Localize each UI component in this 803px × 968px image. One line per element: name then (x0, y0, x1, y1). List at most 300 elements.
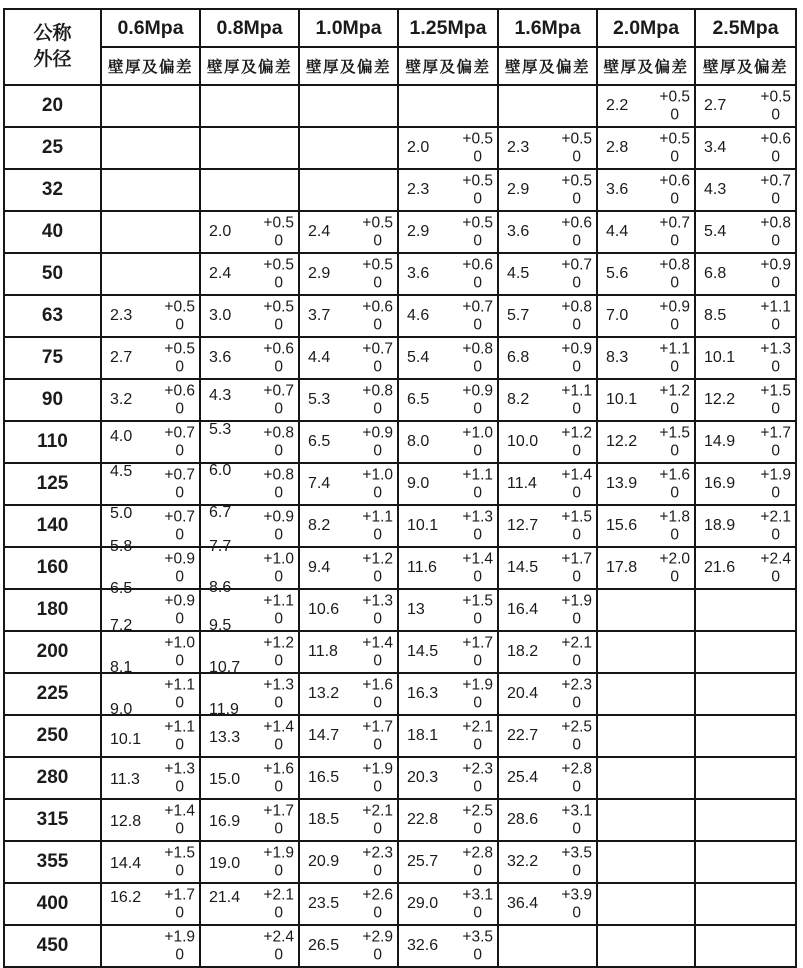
wall-thickness-value: 19.0 (209, 855, 241, 872)
table-row (4, 253, 796, 295)
tolerance-zero: 0 (373, 946, 382, 963)
tolerance-stack (561, 131, 592, 166)
thickness-cell (695, 463, 796, 505)
wall-thickness-value: 10.1 (606, 391, 638, 408)
tolerance-plus: +2.8 (462, 844, 493, 862)
tolerance-stack (561, 215, 592, 250)
tolerance-zero: 0 (175, 568, 184, 585)
wall-thickness-value: 13.9 (606, 475, 638, 492)
thickness-cell (299, 337, 398, 379)
thickness-cell (398, 127, 498, 169)
tolerance-stack (561, 635, 592, 670)
tolerance-plus: +2.4 (263, 928, 294, 946)
thickness-cell (498, 127, 597, 169)
wall-thickness-value: 16.9 (704, 475, 736, 492)
thickness-cell (200, 169, 299, 211)
tolerance-plus: +0.8 (362, 382, 393, 400)
tolerance-zero: 0 (771, 232, 780, 249)
tolerance-stack (362, 803, 393, 838)
thickness-cell (695, 421, 796, 463)
tolerance-zero: 0 (473, 652, 482, 669)
thickness-cell (101, 169, 200, 211)
thickness-cell (498, 547, 597, 589)
wall-thickness-value: 6.8 (507, 349, 530, 366)
thickness-cell (498, 463, 597, 505)
tolerance-stack (760, 383, 791, 418)
thickness-cell (498, 379, 597, 421)
tolerance-plus: +0.5 (462, 172, 493, 190)
tolerance-zero: 0 (373, 316, 382, 333)
tolerance-plus: +1.3 (164, 760, 195, 778)
tolerance-zero: 0 (473, 778, 482, 795)
wall-thickness-value: 2.0 (407, 139, 430, 156)
wall-thickness-value: 3.4 (704, 139, 727, 156)
thickness-cell (299, 421, 398, 463)
wall-thickness-tolerance-subheader: 壁厚及偏差 (695, 47, 796, 85)
thickness-cell (101, 211, 200, 253)
thickness-cell (101, 421, 200, 463)
tolerance-zero: 0 (175, 526, 184, 543)
wall-thickness-value: 14.5 (507, 559, 539, 576)
thickness-cell (398, 505, 498, 547)
tolerance-stack (362, 341, 393, 376)
wall-thickness-value: 25.4 (507, 769, 539, 786)
thickness-cell (200, 889, 299, 967)
wall-thickness-value: 2.3 (110, 307, 133, 324)
thickness-cell (597, 85, 695, 127)
thickness-cell (398, 421, 498, 463)
wall-thickness-value: 2.3 (407, 181, 430, 198)
tolerance-stack (362, 551, 393, 586)
tolerance-stack (164, 467, 195, 502)
wall-thickness-value: 3.6 (606, 181, 629, 198)
thickness-cell (695, 169, 796, 211)
tolerance-stack (462, 467, 493, 502)
tolerance-plus: +0.9 (760, 256, 791, 274)
corner-header-line1: 公称 (33, 23, 72, 44)
tolerance-zero: 0 (274, 358, 283, 375)
tolerance-stack (362, 425, 393, 460)
tolerance-zero: 0 (175, 904, 184, 921)
pressure-column-header: 1.25Mpa (398, 9, 498, 47)
thickness-cell (299, 253, 398, 295)
tolerance-plus: +1.9 (263, 844, 294, 862)
tolerance-plus: +0.6 (164, 382, 195, 400)
tolerance-plus: +3.1 (462, 886, 493, 904)
tolerance-stack (462, 173, 493, 208)
wall-thickness-value: 3.6 (507, 223, 530, 240)
tolerance-zero: 0 (670, 190, 679, 207)
wall-thickness-value: 7.7 (209, 538, 232, 555)
tolerance-stack (164, 677, 195, 712)
tolerance-plus: +2.0 (659, 550, 690, 568)
tolerance-plus: +0.8 (263, 424, 294, 442)
tolerance-plus: +3.9 (561, 886, 592, 904)
tolerance-zero: 0 (175, 694, 184, 711)
tolerance-stack (462, 425, 493, 460)
tolerance-zero: 0 (670, 568, 679, 585)
tolerance-zero: 0 (572, 148, 581, 165)
diameter-label: 110 (4, 421, 101, 463)
wall-thickness-value: 16.5 (308, 769, 340, 786)
tolerance-zero: 0 (274, 736, 283, 753)
tolerance-plus: +1.0 (263, 550, 294, 568)
tolerance-plus: +1.2 (659, 382, 690, 400)
tolerance-zero: 0 (572, 316, 581, 333)
wall-thickness-value: 3.6 (407, 265, 430, 282)
thickness-cell (498, 673, 597, 715)
tolerance-plus: +0.8 (462, 340, 493, 358)
table-row (4, 295, 796, 337)
thickness-cell (398, 337, 498, 379)
thickness-cell (498, 253, 597, 295)
tolerance-zero: 0 (473, 358, 482, 375)
thickness-cell (299, 463, 398, 505)
tolerance-zero: 0 (771, 316, 780, 333)
wall-thickness-value: 10.1 (110, 731, 142, 748)
wall-thickness-value: 10.1 (704, 349, 736, 366)
tolerance-zero: 0 (771, 400, 780, 417)
table-row (4, 211, 796, 253)
tolerance-stack (561, 509, 592, 544)
wall-thickness-tolerance-subheader: 壁厚及偏差 (498, 47, 597, 85)
thickness-cell (200, 463, 299, 505)
wall-thickness-value: 22.7 (507, 727, 539, 744)
wall-thickness-value: 7.0 (606, 307, 629, 324)
thickness-cell (695, 505, 796, 547)
tolerance-zero: 0 (274, 820, 283, 837)
tolerance-plus: +2.4 (760, 550, 791, 568)
tolerance-stack (462, 803, 493, 838)
table-row (4, 421, 796, 463)
wall-thickness-tolerance-subheader: 壁厚及偏差 (398, 47, 498, 85)
thickness-cell (597, 925, 695, 967)
thickness-cell (597, 295, 695, 337)
tolerance-zero: 0 (274, 862, 283, 879)
wall-thickness-value: 3.6 (209, 349, 232, 366)
tolerance-zero: 0 (373, 610, 382, 627)
wall-thickness-value: 13 (407, 601, 425, 618)
tolerance-plus: +0.7 (561, 256, 592, 274)
tolerance-plus: +1.2 (362, 550, 393, 568)
thickness-cell (498, 757, 597, 799)
tolerance-zero: 0 (373, 862, 382, 879)
thickness-cell (398, 547, 498, 589)
wall-thickness-value: 3.2 (110, 391, 133, 408)
tolerance-plus: +1.1 (561, 382, 592, 400)
thickness-cell (695, 211, 796, 253)
thickness-cell (498, 211, 597, 253)
wall-thickness-value: 4.5 (110, 463, 133, 480)
thickness-cell (200, 211, 299, 253)
tolerance-stack (362, 677, 393, 712)
wall-thickness-value: 22.8 (407, 811, 439, 828)
thickness-cell (299, 169, 398, 211)
tolerance-stack (659, 425, 690, 460)
thickness-cell (398, 673, 498, 715)
tolerance-plus: +0.5 (263, 298, 294, 316)
tolerance-stack (263, 929, 294, 964)
wall-thickness-value: 20.4 (507, 685, 539, 702)
tolerance-zero: 0 (670, 484, 679, 501)
tolerance-plus: +0.9 (362, 424, 393, 442)
wall-thickness-value: 4.5 (507, 265, 530, 282)
wall-thickness-value: 32.2 (507, 853, 539, 870)
diameter-label: 32 (4, 169, 101, 211)
tolerance-plus: +1.4 (164, 802, 195, 820)
tolerance-plus: +1.2 (263, 634, 294, 652)
wall-thickness-value: 6.7 (209, 504, 232, 521)
tolerance-zero: 0 (572, 778, 581, 795)
tolerance-plus: +0.7 (659, 214, 690, 232)
diameter-label: 75 (4, 337, 101, 379)
wall-thickness-value: 14.9 (704, 433, 736, 450)
diameter-label: 25 (4, 127, 101, 169)
tolerance-stack (561, 803, 592, 838)
tolerance-stack (760, 215, 791, 250)
tolerance-zero: 0 (175, 736, 184, 753)
tolerance-zero: 0 (771, 190, 780, 207)
diameter-label: 63 (4, 295, 101, 337)
wall-thickness-value: 12.8 (110, 813, 142, 830)
tolerance-plus: +0.9 (462, 382, 493, 400)
tolerance-zero: 0 (175, 316, 184, 333)
tolerance-stack (164, 635, 195, 670)
wall-thickness-value: 11.9 (209, 701, 239, 718)
thickness-cell (597, 169, 695, 211)
pressure-column-header: 1.6Mpa (498, 9, 597, 47)
tolerance-stack (263, 803, 294, 838)
wall-thickness-value: 14.7 (308, 727, 340, 744)
table-row (4, 463, 796, 505)
tolerance-stack (164, 299, 195, 334)
tolerance-zero: 0 (473, 316, 482, 333)
tolerance-zero: 0 (572, 862, 581, 879)
wall-thickness-value: 3.7 (308, 307, 331, 324)
tolerance-stack (263, 215, 294, 250)
tolerance-plus: +1.4 (462, 550, 493, 568)
tolerance-zero: 0 (274, 484, 283, 501)
thickness-cell (398, 169, 498, 211)
thickness-cell (695, 883, 796, 925)
tolerance-plus: +0.8 (263, 466, 294, 484)
tolerance-stack (462, 635, 493, 670)
tolerance-stack (462, 509, 493, 544)
tolerance-plus: +0.5 (561, 130, 592, 148)
thickness-cell (695, 589, 796, 631)
tolerance-stack (263, 719, 294, 754)
tolerance-stack (462, 761, 493, 796)
tolerance-stack (263, 635, 294, 670)
thickness-cell (299, 295, 398, 337)
pressure-column-header: 2.5Mpa (695, 9, 796, 47)
tolerance-plus: +1.1 (760, 298, 791, 316)
tolerance-zero: 0 (670, 400, 679, 417)
tolerance-stack (561, 173, 592, 208)
tolerance-plus: +1.1 (362, 508, 393, 526)
tolerance-plus: +1.8 (659, 508, 690, 526)
thickness-cell (597, 883, 695, 925)
tolerance-stack (561, 887, 592, 922)
tolerance-plus: +0.7 (164, 466, 195, 484)
tolerance-zero: 0 (572, 736, 581, 753)
tolerance-zero: 0 (473, 274, 482, 291)
wall-thickness-value: 2.9 (407, 223, 430, 240)
wall-thickness-value: 18.2 (507, 643, 539, 660)
tolerance-plus: +1.9 (362, 760, 393, 778)
tolerance-zero: 0 (373, 400, 382, 417)
pressure-column-header: 1.0Mpa (299, 9, 398, 47)
tolerance-plus: +2.1 (263, 886, 294, 904)
tolerance-plus: +0.5 (263, 256, 294, 274)
tolerance-plus: +3.5 (561, 844, 592, 862)
thickness-cell (398, 253, 498, 295)
wall-thickness-tolerance-subheader: 壁厚及偏差 (101, 47, 200, 85)
tolerance-stack (263, 425, 294, 460)
wall-thickness-value: 8.2 (507, 391, 530, 408)
tolerance-plus: +1.1 (462, 466, 493, 484)
tolerance-plus: +1.1 (659, 340, 690, 358)
wall-thickness-value: 18.5 (308, 811, 340, 828)
thickness-cell (597, 715, 695, 757)
tolerance-stack (164, 803, 195, 838)
tolerance-stack (760, 467, 791, 502)
tolerance-plus: +1.5 (164, 844, 195, 862)
thickness-cell (498, 841, 597, 883)
thickness-cell (695, 799, 796, 841)
tolerance-zero: 0 (771, 526, 780, 543)
tolerance-plus: +0.7 (362, 340, 393, 358)
tolerance-stack (164, 719, 195, 754)
wall-thickness-value: 5.0 (110, 505, 133, 522)
wall-thickness-tolerance-subheader: 壁厚及偏差 (299, 47, 398, 85)
wall-thickness-value: 12.7 (507, 517, 539, 534)
tolerance-zero: 0 (274, 652, 283, 669)
tolerance-zero: 0 (274, 274, 283, 291)
tolerance-stack (164, 551, 195, 586)
tolerance-zero: 0 (373, 694, 382, 711)
tolerance-stack (362, 215, 393, 250)
tolerance-stack (362, 929, 393, 964)
tolerance-stack (561, 257, 592, 292)
tolerance-zero: 0 (175, 652, 184, 669)
wall-thickness-value: 5.6 (606, 265, 629, 282)
thickness-cell (101, 253, 200, 295)
tolerance-plus: +2.3 (462, 760, 493, 778)
tolerance-stack (362, 509, 393, 544)
wall-thickness-value: 26.5 (308, 937, 340, 954)
tolerance-stack (164, 509, 195, 544)
tolerance-zero: 0 (572, 904, 581, 921)
tolerance-plus: +0.6 (362, 298, 393, 316)
thickness-cell (101, 127, 200, 169)
wall-thickness-value: 9.5 (209, 617, 232, 634)
wall-thickness-value: 2.7 (110, 349, 133, 366)
tolerance-plus: +1.9 (760, 466, 791, 484)
tolerance-plus: +1.7 (362, 718, 393, 736)
tolerance-plus: +1.1 (164, 676, 195, 694)
thickness-cell (101, 295, 200, 337)
thickness-cell (101, 337, 200, 379)
diameter-label: 50 (4, 253, 101, 295)
tolerance-plus: +0.6 (462, 256, 493, 274)
thickness-cell (597, 253, 695, 295)
tolerance-plus: +1.7 (462, 634, 493, 652)
wall-thickness-table (3, 8, 797, 968)
wall-thickness-value: 5.3 (308, 391, 331, 408)
wall-thickness-value: 7.4 (308, 475, 331, 492)
tolerance-plus: +1.6 (362, 676, 393, 694)
tolerance-stack (164, 341, 195, 376)
thickness-cell (597, 337, 695, 379)
tolerance-zero: 0 (473, 904, 482, 921)
tolerance-zero: 0 (373, 232, 382, 249)
tolerance-stack (362, 383, 393, 418)
wall-thickness-value: 16.3 (407, 685, 439, 702)
thickness-cell (299, 883, 398, 925)
tolerance-stack (561, 845, 592, 880)
tolerance-zero: 0 (473, 736, 482, 753)
wall-thickness-value: 4.3 (209, 387, 232, 404)
tolerance-plus: +0.9 (659, 298, 690, 316)
tolerance-plus: +3.1 (561, 802, 592, 820)
thickness-cell (200, 379, 299, 421)
tolerance-stack (164, 761, 195, 796)
thickness-cell (398, 883, 498, 925)
tolerance-zero: 0 (175, 820, 184, 837)
tolerance-stack (561, 551, 592, 586)
tolerance-zero: 0 (572, 820, 581, 837)
tolerance-stack (462, 299, 493, 334)
thickness-cell (695, 631, 796, 673)
wall-thickness-value: 3.0 (209, 307, 232, 324)
tolerance-zero: 0 (175, 862, 184, 879)
tolerance-stack (362, 593, 393, 628)
tolerance-plus: +1.0 (462, 424, 493, 442)
wall-thickness-value: 18.9 (704, 517, 736, 534)
tolerance-plus: +0.6 (561, 214, 592, 232)
tolerance-stack (659, 215, 690, 250)
tolerance-zero: 0 (274, 610, 283, 627)
pressure-column-header: 2.0Mpa (597, 9, 695, 47)
thickness-cell (498, 631, 597, 673)
wall-thickness-value: 16.9 (209, 813, 241, 830)
tolerance-zero: 0 (670, 442, 679, 459)
tolerance-zero: 0 (670, 232, 679, 249)
tolerance-stack (462, 887, 493, 922)
wall-thickness-value: 8.2 (308, 517, 331, 534)
tolerance-zero: 0 (572, 568, 581, 585)
thickness-cell (299, 841, 398, 883)
thickness-cell (498, 505, 597, 547)
tolerance-zero: 0 (771, 484, 780, 501)
thickness-cell (498, 295, 597, 337)
tolerance-plus: +0.5 (659, 88, 690, 106)
tolerance-plus: +0.6 (659, 172, 690, 190)
thickness-cell (299, 799, 398, 841)
thickness-cell (398, 295, 498, 337)
tolerance-zero: 0 (473, 148, 482, 165)
table-row (4, 379, 796, 421)
tolerance-stack (659, 341, 690, 376)
wall-thickness-value: 2.8 (606, 139, 629, 156)
tolerance-stack (164, 593, 195, 628)
tolerance-plus: +0.5 (462, 214, 493, 232)
thickness-cell (299, 379, 398, 421)
tolerance-zero: 0 (771, 568, 780, 585)
tolerance-zero: 0 (274, 568, 283, 585)
tolerance-zero: 0 (572, 652, 581, 669)
